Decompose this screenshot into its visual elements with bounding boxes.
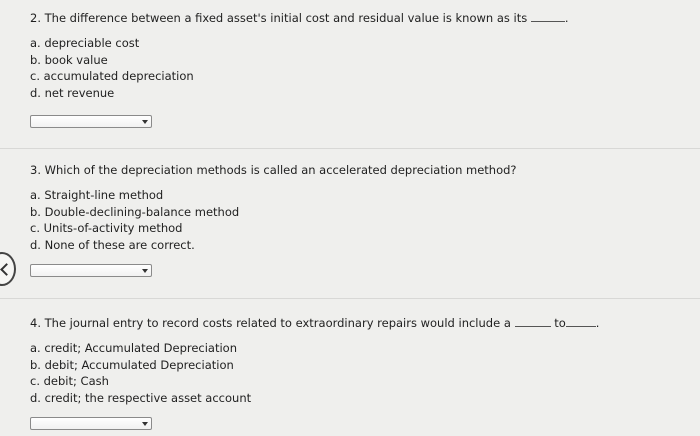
question-3-text-row (30, 162, 690, 178)
option-a: a. credit; Accumulated Depreciation (30, 341, 238, 355)
question-4-blank-1 (515, 316, 551, 327)
question-3-text: Which of the depreciation methods is called an accelerated depreciation method? (44, 163, 517, 177)
option-c: c. debit; Cash (30, 374, 109, 388)
question-3 (30, 162, 690, 253)
chevron-down-icon (142, 422, 148, 426)
question-2-options (30, 35, 690, 101)
option-d: d. None of these are correct. (30, 237, 195, 252)
divider-middle (0, 298, 700, 299)
question-2-answer-select[interactable] (30, 115, 152, 128)
question-3-options (30, 187, 690, 253)
question-3-answer-select[interactable] (30, 264, 152, 277)
question-4-text: The journal entry to record costs related to extraordinary repairs would include a (44, 316, 511, 330)
question-4-answer-select[interactable] (30, 417, 152, 430)
question-4-text-row (30, 315, 690, 331)
chevron-down-icon (142, 269, 148, 273)
question-4-options (30, 340, 690, 406)
question-4-blank-2 (566, 316, 596, 327)
option-b: b. debit; Accumulated Depreciation (30, 357, 234, 372)
question-2-suffix: . (564, 11, 569, 25)
chevron-left-icon (0, 263, 13, 276)
question-2-text: The difference between a fixed asset's initial cost and residual value is known as its (44, 11, 528, 25)
question-2-blank (531, 11, 565, 22)
question-2-text-row (30, 10, 690, 26)
option-b: b. Double-declining-balance method (30, 204, 240, 219)
question-4-suffix: . (595, 316, 600, 330)
question-4-number: 4. (30, 316, 41, 330)
chevron-down-icon (142, 120, 148, 124)
option-d: d. credit; the respective asset account (30, 390, 252, 405)
question-3-number: 3. (30, 163, 41, 177)
option-c: c. Units-of-activity method (30, 221, 183, 235)
option-a: a. Straight-line method (30, 188, 164, 202)
option-d: d. net revenue (30, 85, 115, 100)
question-2 (30, 10, 690, 101)
question-4 (30, 315, 690, 406)
question-4-middle: to (554, 316, 566, 330)
option-b: b. book value (30, 52, 108, 67)
option-c: c. accumulated depreciation (30, 69, 194, 83)
divider-top (0, 148, 700, 149)
option-a: a. depreciable cost (30, 36, 140, 50)
question-2-number: 2. (30, 11, 41, 25)
previous-button[interactable] (0, 252, 16, 286)
